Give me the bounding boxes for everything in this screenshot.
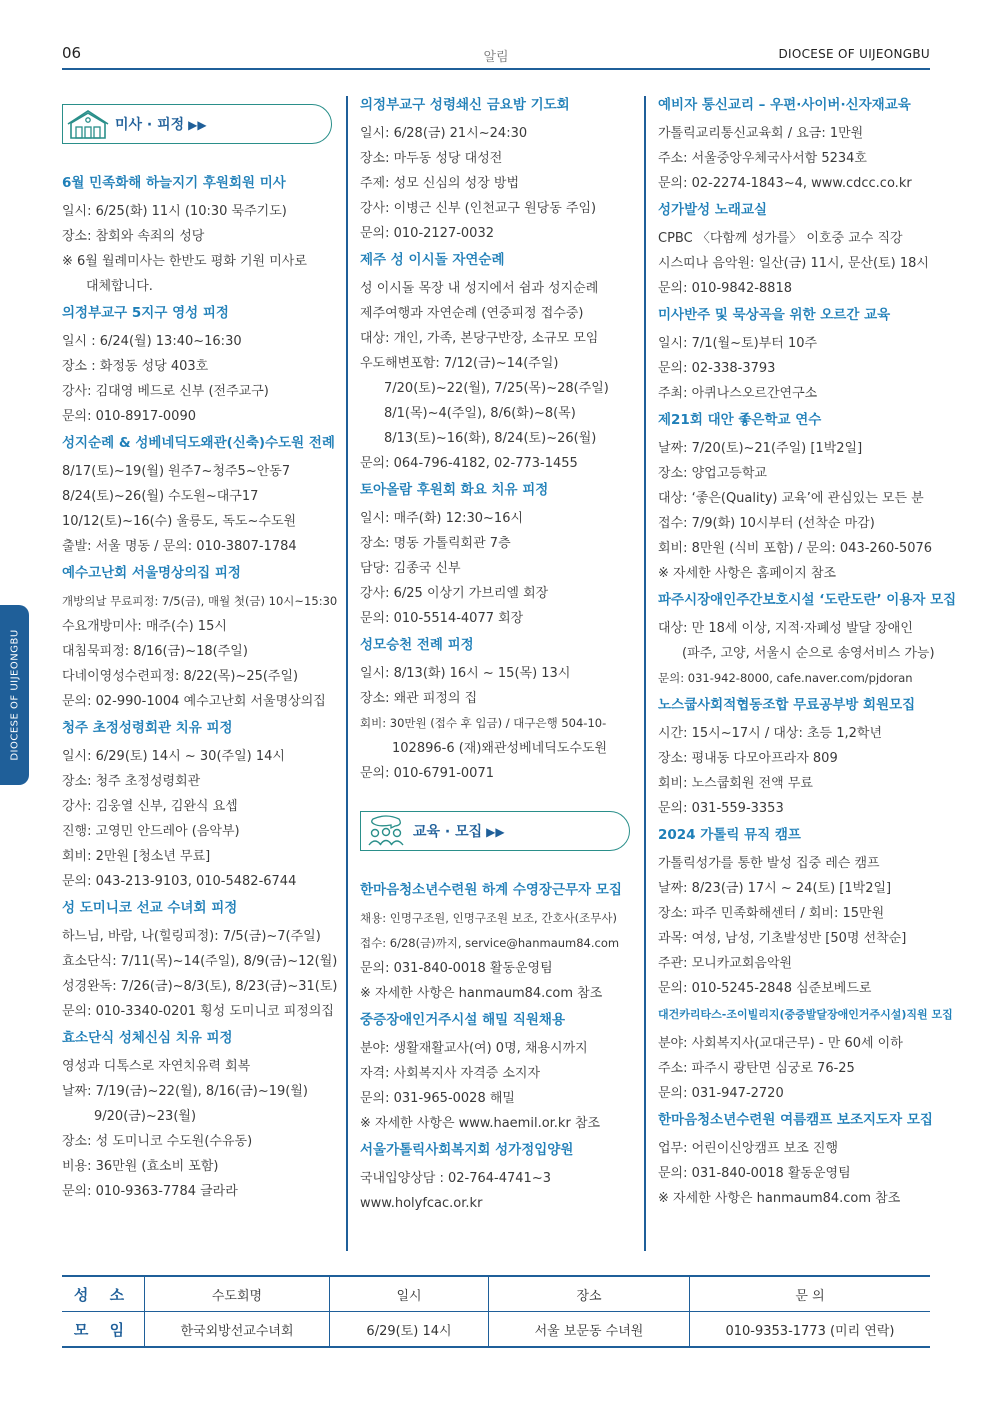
section-gap [360,1216,632,1221]
notice-section [658,201,933,306]
notice-line: 시스띠나 음악원: 일산(금) 11시, 문산(토) 18시 [658,256,929,271]
notice-section [360,636,632,791]
table-cell: 6/29(토) 14시 [330,1312,489,1348]
notice-section [658,696,933,826]
notice-title: 성지순례 & 성베네딕도왜관(신축)수도원 전례 [62,435,335,451]
side-tab-label: DIOCESE OF UIJEONGBU [9,629,20,761]
notice-line: 다네이영성수련피정: 8/22(목)~25(주일) [62,669,299,684]
notice-line: 문의: 02-990-1004 예수고난회 서울명상의집 [62,694,326,709]
column-3-sections [658,96,957,1216]
notice-title: 성가발성 노래교실 [658,202,768,218]
notice-line: 문의: 031-947-2720 [658,1086,784,1101]
notice-line: ※ 6월 월례미사는 한반도 평화 기원 미사로 [62,254,307,269]
notice-line: 수요개방미사: 매주(수) 15시 [62,619,227,634]
section-gap [360,786,632,791]
notice-title: 청주 초정성령회관 치유 피정 [62,720,233,736]
notice-line: 자격: 사회복지사 자격증 소지자 [360,1066,541,1081]
notice-line: 일시: 매주(화) 12:30~16시 [360,511,524,526]
church-house-icon [67,108,109,140]
notice-section [62,174,334,304]
notice-line: 강사: 김웅열 신부, 김완식 요셉 [62,799,238,814]
notice-line: 담당: 김종국 신부 [360,561,461,576]
notice-section [658,1006,953,1111]
notice-line: 진행: 고영민 안드레아 (음악부) [62,824,240,839]
notice-line: 주소: 파주시 광탄면 심궁로 76-25 [658,1061,855,1076]
notice-line: 장소: 평내동 다모아프라자 809 [658,751,838,766]
notice-section [658,411,933,591]
arrows-icon: ▶▶ [188,118,207,132]
vocation-meeting-table [62,1275,930,1348]
notice-line: 채용: 인명구조원, 인명구조원 보조, 간호사(조무사) [360,911,617,925]
column-divider [644,96,646,1251]
notice-line: CPBC 〈다함께 성가를〉 이호중 교수 직강 [658,231,903,246]
notice-section [62,304,334,434]
notice-line: 강사: 6/25 이상기 가브리엘 회장 [360,586,549,601]
notice-title: 의정부교구 5지구 영성 피정 [62,305,229,321]
notice-line: (파주, 고양, 서울시 순으로 송영서비스 가능) [682,646,935,661]
notice-line: 대상: 만 18세 이상, 지적·자폐성 발달 장애인 [658,621,913,636]
notice-title: 의정부교구 성령쇄신 금요밤 기도회 [360,97,570,113]
table-header: 장소 [489,1276,690,1312]
category-education-recruit [360,811,630,851]
notice-line: www.holyfcac.or.kr [360,1196,483,1211]
notice-title: 중증장애인거주시설 해밀 직원채용 [360,1012,566,1028]
notice-line: 문의: 010-2127-0032 [360,226,494,241]
notice-line: 주관: 모니카교회음악원 [658,956,793,971]
notice-line: 날짜: 7/20(토)~21(주일) [1박2일] [658,441,863,456]
notice-line: 접수: 6/28(금)까지, service@hanmaum84.com [360,936,620,950]
notice-line: 문의: 031-965-0028 해밀 [360,1091,515,1106]
notice-line: 문의: 064-796-4182, 02-773-1455 [360,456,578,471]
notice-line: 8/17(토)~19(월) 원주7~청주5~안동7 [62,464,291,479]
notice-section [62,1029,334,1209]
notice-section [658,591,957,696]
table-cell: 한국외방선교수녀회 [145,1312,330,1348]
notice-line: 회비: 2만원 [청소년 무료] [62,849,211,864]
notice-line: 날짜: 8/23(금) 17시 ~ 24(토) [1박2일] [658,881,892,896]
notice-section [658,1111,933,1216]
notice-line: 가톨릭성가를 통한 발성 집중 레슨 캠프 [658,856,880,871]
notice-title: 예비자 통신교리 – 우편·사이버·신자재교육 [658,97,911,113]
notice-title: 한마음청소년수련원 여름캠프 보조지도자 모집 [658,1112,933,1128]
notice-title: 대건카리타스-조이빌리지(중증발달장애인거주시설)직원 모집 [658,1008,953,1021]
side-tab [0,605,29,785]
notice-line: 국내입양상담 : 02-764-4741~3 [360,1171,551,1186]
notice-line: 주소: 서울중앙우체국사서함 5234호 [658,151,867,166]
section-gap [62,1204,334,1209]
notice-line: 문의: 02-2274-1843~4, www.cdcc.co.kr [658,176,912,191]
notice-section [360,96,632,251]
notice-title: 서울가톨릭사회복지회 성가정입양원 [360,1142,574,1158]
notice-line: 대상: ‘좋은(Quality) 교육’에 관심있는 모든 분 [658,491,924,506]
notice-line: 제주여행과 자연순례 (연중피정 접수중) [360,306,584,321]
notice-line: 강사: 김대영 베드로 신부 (전주교구) [62,384,269,399]
notice-line: ※ 자세한 사항은 hanmaum84.com 참조 [360,986,603,1001]
notice-line: 분야: 생활재활교사(여) 0명, 채용시까지 [360,1041,588,1056]
notice-line: 장소: 청주 초정성령회관 [62,774,201,789]
notice-line: 문의: 031-840-0018 활동운영팀 [360,961,553,976]
column-2-sections-top [360,96,632,791]
notice-title: 제주 성 이시돌 자연순례 [360,252,505,268]
notice-line: ※ 자세한 사항은 www.haemil.or.kr 참조 [360,1116,601,1131]
notice-section [62,434,334,564]
notice-line: 문의: 010-8917-0090 [62,409,196,424]
notice-line: 문의: 010-9842-8818 [658,281,792,296]
notice-line: 하느님, 바람, 나(힐링피정): 7/5(금)~7(주일) [62,929,321,944]
notice-line: 8/1(목)~4(주일), 8/6(화)~8(목) [384,406,576,421]
notice-line: 장소: 왜관 피정의 집 [360,691,478,706]
notice-line: 장소 : 화정동 성당 403호 [62,359,209,374]
notice-line: 장소: 양업고등학교 [658,466,767,481]
column-1-sections [62,174,338,1209]
notice-title: 한마음청소년수련원 하계 수영장근무자 모집 [360,882,622,898]
notice-section [360,1141,632,1221]
notice-line: 일시: 6/25(화) 11시 (10:30 묵주기도) [62,204,287,219]
notice-line: 비용: 36만원 (효소비 포함) [62,1159,219,1174]
notice-line: 주최: 아퀴나스오르간연구소 [658,386,818,401]
category-label: 미사 · 피정 ▶▶ [115,117,207,133]
notice-section [658,306,933,411]
notice-line: 효소단식: 7/11(목)~14(주일), 8/9(금)~12(월) [62,954,338,969]
notice-line: 장소: 파주 민족화해센터 / 회비: 15만원 [658,906,885,921]
publisher-name: DIOCESE OF UIJEONGBU [778,47,930,61]
notice-line: 회비: 8만원 (식비 포함) / 문의: 043-260-5076 [658,541,933,556]
notice-section [360,251,632,481]
page-number: 06 [62,44,82,62]
notice-line: 성경완독: 7/26(금)~8/3(토), 8/23(금)~31(토) [62,979,338,994]
notice-title: 효소단식 성체신심 치유 피정 [62,1030,233,1046]
notice-line: 장소: 성 도미니코 수도원(수유동) [62,1134,253,1149]
notice-line: 개방의날 무료피정: 7/5(금), 매월 첫(금) 10시~15:30 [62,594,338,608]
notice-line: 회비: 노스쿱회원 전액 무료 [658,776,813,791]
notice-line: 7/20(토)~22(월), 7/25(목)~28(주일) [384,381,609,396]
column-2-sections-bottom [360,881,632,1221]
notice-line: 회비: 30만원 (접수 후 입금) / 대구은행 504-10- [360,716,607,730]
header-rule [62,68,930,70]
column-2 [360,96,632,1221]
table-cell: 010-9353-1773 (미리 연락) [690,1312,931,1348]
notice-title: 제21회 대안 좋은학교 연수 [658,412,822,428]
notice-line: 업무: 어린이신앙캠프 보조 진행 [658,1141,839,1156]
notice-section [360,1011,632,1141]
notice-line: 대체합니다. [86,279,153,294]
notice-line: 9/20(금)~23(월) [94,1109,197,1124]
category-mass-retreat [62,104,332,144]
notice-line: 10/12(토)~16(수) 울릉도, 독도~수도원 [62,514,297,529]
notice-line: 일시 : 6/24(월) 13:40~16:30 [62,334,242,349]
notice-line: 문의: 031-840-0018 활동운영팀 [658,1166,851,1181]
notice-section [62,564,338,719]
notice-line: 문의: 010-9363-7784 글라라 [62,1184,238,1199]
notice-line: 일시: 7/1(월~토)부터 10주 [658,336,818,351]
notice-line: 문의: 010-5514-4077 회장 [360,611,524,626]
table-header: 수도회명 [145,1276,330,1312]
column-3 [658,96,957,1216]
notice-line: 8/13(토)~16(화), 8/24(토)~26(월) [384,431,597,446]
notice-line: 주제: 성모 신심의 성장 방법 [360,176,520,191]
table-label-top: 성 소 [62,1276,145,1312]
notice-line: 성 이시돌 목장 내 성지에서 쉼과 성지순례 [360,281,599,296]
column-divider [346,96,348,1251]
notice-line: 문의: 031-559-3353 [658,801,784,816]
notice-line: 문의: 031-942-8000, cafe.naver.com/pjdoran [658,671,913,685]
notice-line: 8/24(토)~26(월) 수도원~대구17 [62,489,259,504]
notice-line: 일시: 6/28(금) 21시~24:30 [360,126,528,141]
notice-line: 대침묵피정: 8/16(금)~18(주일) [62,644,248,659]
notice-title: 파주시장애인주간보호시설 ‘도란도란’ 이용자 모집 [658,592,957,608]
table-header: 일시 [330,1276,489,1312]
notice-section [62,899,338,1029]
notice-line: 가톨릭교리통신교육회 / 요금: 1만원 [658,126,864,141]
category-label: 교육 · 모집 ▶▶ [413,824,505,840]
table-header: 문 의 [690,1276,931,1312]
notice-title: 토아올람 후원회 화요 치유 피정 [360,482,549,498]
notice-line: 대상: 개인, 가족, 본당구반장, 소규모 모임 [360,331,599,346]
notice-line: 장소: 마두동 성당 대성전 [360,151,503,166]
notice-line: 문의: 010-6791-0071 [360,766,494,781]
notice-section [360,881,632,1011]
notice-line: 강사: 이병근 신부 (인천교구 원당동 주임) [360,201,597,216]
notice-line: 장소: 참회와 속죄의 성당 [62,229,205,244]
notice-title: 성모승천 전례 피정 [360,637,474,653]
group-people-icon [365,815,407,847]
notice-line: ※ 자세한 사항은 hanmaum84.com 참조 [658,1191,901,1206]
notice-title: 2024 가톨릭 뮤직 캠프 [658,827,801,843]
notice-line: 과목: 여성, 남성, 기초발성반 [50명 선착순] [658,931,907,946]
notice-title: 예수고난회 서울명상의집 피정 [62,565,241,581]
notice-line: 장소: 명동 가톨릭회관 7층 [360,536,511,551]
section-gap [658,1211,933,1216]
notice-line: 일시: 6/29(토) 14시 ~ 30(주일) 14시 [62,749,285,764]
notice-section [658,96,933,201]
notice-line: 우도해변포함: 7/12(금)~14(주일) [360,356,559,371]
notice-line: 일시: 8/13(화) 16시 ~ 15(목) 13시 [360,666,571,681]
notice-title: 성 도미니코 선교 수녀회 피정 [62,900,238,916]
section-title: 알림 [483,50,509,65]
notice-title: 6월 민족화해 하늘지기 후원회원 미사 [62,175,286,191]
notice-line: 영성과 디톡스로 자연치유력 회복 [62,1059,251,1074]
notice-title: 노스쿱사회적협동조합 무료공부방 회원모집 [658,697,916,713]
arrows-icon: ▶▶ [486,825,505,839]
notice-section [658,826,933,1006]
notice-line: 문의: 02-338-3793 [658,361,776,376]
table-cell: 서울 보문동 수녀원 [489,1312,690,1348]
notice-line: 출발: 서울 명동 / 문의: 010-3807-1784 [62,539,297,554]
notice-line: ※ 자세한 사항은 홈페이지 참조 [658,566,837,581]
notice-section [360,481,632,636]
notice-title: 미사반주 및 묵상곡을 위한 오르간 교육 [658,307,891,323]
column-1 [62,96,338,1209]
table-label-bottom: 모 임 [62,1312,145,1348]
notice-line: 분야: 사회복지사(교대근무) - 만 60세 이하 [658,1036,903,1051]
notice-line: 접수: 7/9(화) 10시부터 (선착순 마감) [658,516,875,531]
notice-line: 102896-6 (재)왜관성베네딕도수도원 [392,741,608,756]
notice-section [62,719,334,899]
notice-line: 문의: 010-5245-2848 심준보베드로 [658,981,872,996]
notice-line: 날짜: 7/19(금)~22(월), 8/16(금)~19(월) [62,1084,308,1099]
notice-line: 문의: 010-3340-0201 횡성 도미니코 피정의집 [62,1004,334,1019]
notice-line: 시간: 15시~17시 / 대상: 초등 1,2학년 [658,726,883,741]
notice-line: 문의: 043-213-9103, 010-5482-6744 [62,874,297,889]
